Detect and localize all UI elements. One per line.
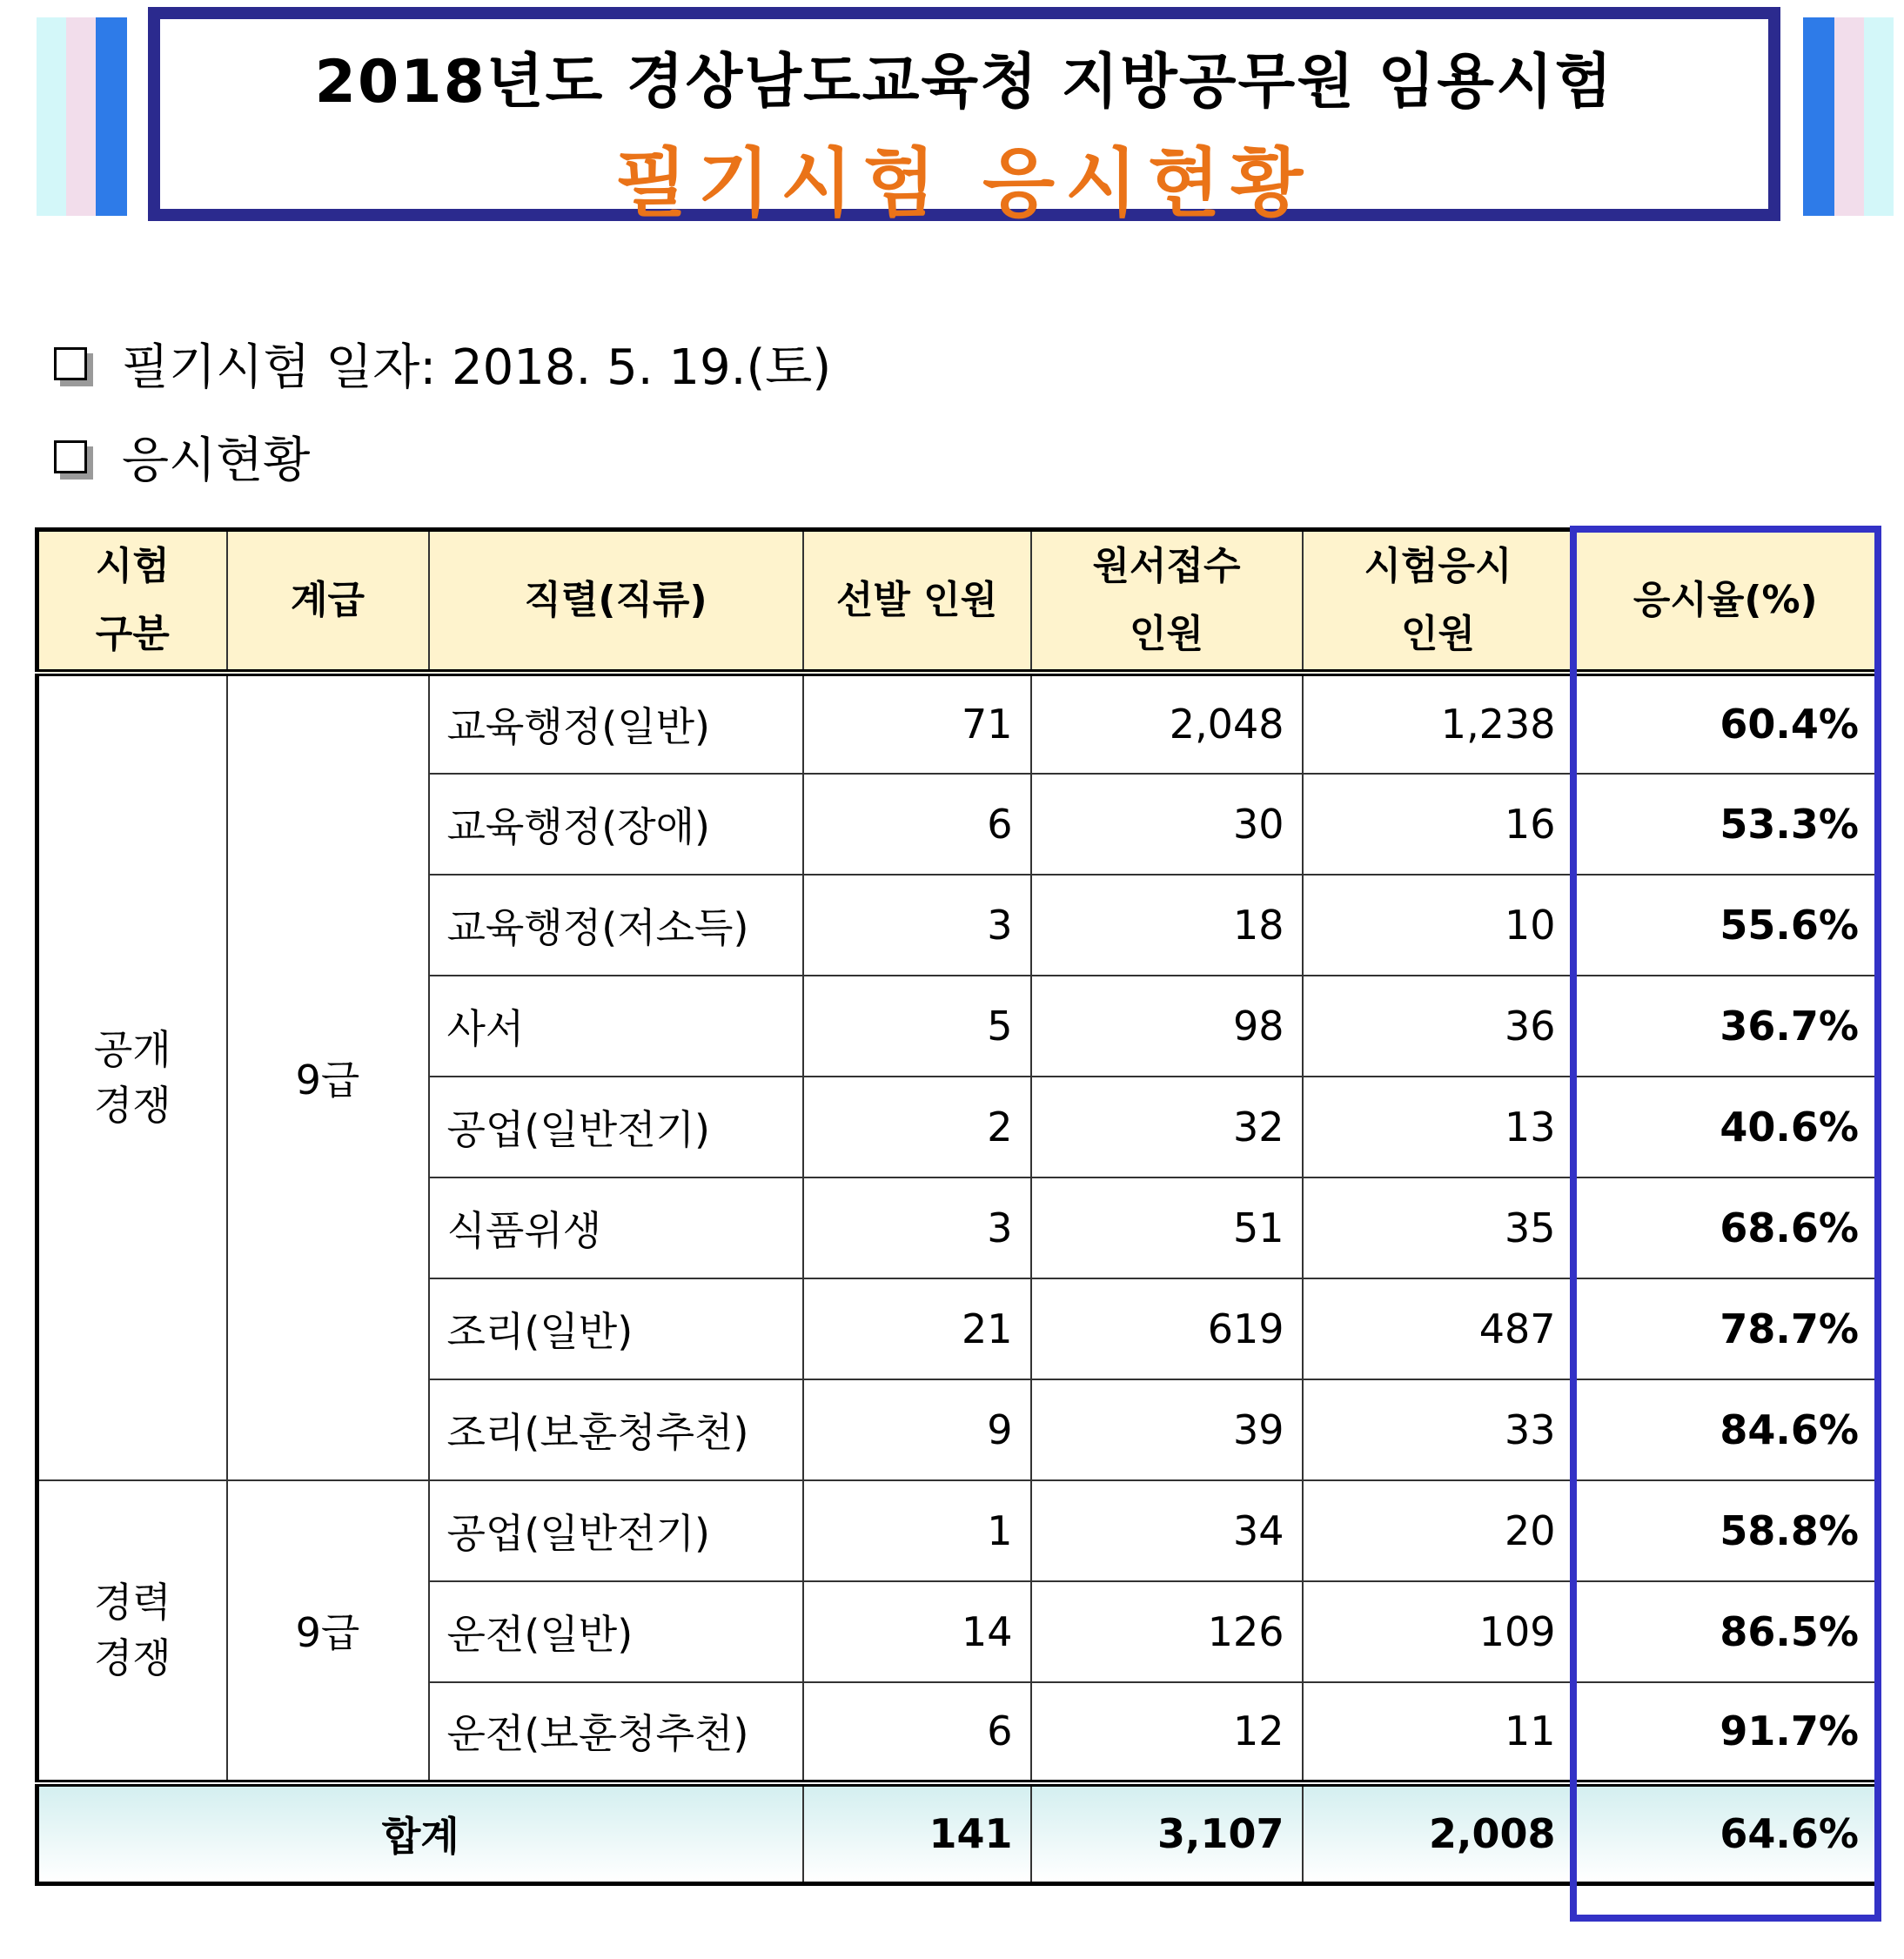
attended-cell: 109 bbox=[1303, 1581, 1574, 1682]
selection-cell: 71 bbox=[803, 673, 1031, 774]
bullet-exam-date bbox=[54, 329, 831, 399]
header-attended-line2: 인원 bbox=[1400, 611, 1475, 656]
attended-cell: 487 bbox=[1303, 1278, 1574, 1379]
applied-cell: 98 bbox=[1031, 976, 1303, 1077]
header-selection: 선발 인원 bbox=[803, 530, 1031, 673]
table-row bbox=[37, 1480, 1879, 1581]
job-cell: 조리(보훈청추천) bbox=[429, 1379, 803, 1480]
group-career-line1: 경력 bbox=[93, 1579, 171, 1626]
job-cell: 조리(일반) bbox=[429, 1278, 803, 1379]
grade-career: 9급 bbox=[227, 1480, 429, 1783]
page-subtitle: 필기시험 응시현황 bbox=[614, 140, 1314, 227]
selection-cell: 3 bbox=[803, 875, 1031, 976]
header-rate: 응시율(%) bbox=[1574, 530, 1879, 673]
selection-cell: 3 bbox=[803, 1177, 1031, 1278]
rate-cell: 58.8% bbox=[1574, 1480, 1879, 1581]
attended-cell: 11 bbox=[1303, 1682, 1574, 1783]
rate-cell: 68.6% bbox=[1574, 1177, 1879, 1278]
selection-cell: 14 bbox=[803, 1581, 1031, 1682]
total-selection: 141 bbox=[803, 1783, 1031, 1884]
attended-cell: 35 bbox=[1303, 1177, 1574, 1278]
rate-cell: 86.5% bbox=[1574, 1581, 1879, 1682]
rate-cell: 40.6% bbox=[1574, 1077, 1879, 1177]
job-cell: 공업(일반전기) bbox=[429, 1480, 803, 1581]
job-cell: 교육행정(일반) bbox=[429, 673, 803, 774]
rate-cell: 84.6% bbox=[1574, 1379, 1879, 1480]
header-exam-type-line1: 시험 bbox=[95, 543, 170, 588]
attended-cell: 20 bbox=[1303, 1480, 1574, 1581]
header-applied bbox=[1031, 530, 1303, 673]
job-cell: 사서 bbox=[429, 976, 803, 1077]
job-cell: 교육행정(저소득) bbox=[429, 875, 803, 976]
right-decoration bbox=[1803, 17, 1897, 216]
rate-cell: 91.7% bbox=[1574, 1682, 1879, 1783]
job-cell: 운전(일반) bbox=[429, 1581, 803, 1682]
header-attended bbox=[1303, 530, 1574, 673]
applied-cell: 30 bbox=[1031, 774, 1303, 875]
rate-cell: 78.7% bbox=[1574, 1278, 1879, 1379]
job-cell: 공업(일반전기) bbox=[429, 1077, 803, 1177]
selection-cell: 5 bbox=[803, 976, 1031, 1077]
checkbox-icon bbox=[54, 347, 87, 380]
checkbox-icon bbox=[54, 440, 87, 473]
total-row bbox=[37, 1783, 1879, 1884]
selection-cell: 1 bbox=[803, 1480, 1031, 1581]
total-label: 합계 bbox=[37, 1783, 803, 1884]
total-applied: 3,107 bbox=[1031, 1783, 1303, 1884]
rate-cell: 36.7% bbox=[1574, 976, 1879, 1077]
attended-cell: 10 bbox=[1303, 875, 1574, 976]
header-exam-type-line2: 구분 bbox=[95, 611, 170, 656]
selection-cell: 6 bbox=[803, 774, 1031, 875]
header-attended-line1: 시험응시 bbox=[1364, 543, 1512, 588]
attended-cell: 16 bbox=[1303, 774, 1574, 875]
applied-cell: 18 bbox=[1031, 875, 1303, 976]
attended-cell: 33 bbox=[1303, 1379, 1574, 1480]
status-heading: 응시현황 bbox=[122, 433, 311, 489]
group-public-line1: 공개 bbox=[93, 1026, 171, 1073]
attended-cell: 1,238 bbox=[1303, 673, 1574, 774]
rate-cell: 53.3% bbox=[1574, 774, 1879, 875]
selection-cell: 6 bbox=[803, 1682, 1031, 1783]
applied-cell: 51 bbox=[1031, 1177, 1303, 1278]
job-cell: 운전(보훈청추천) bbox=[429, 1682, 803, 1783]
applied-cell: 619 bbox=[1031, 1278, 1303, 1379]
group-career bbox=[37, 1480, 227, 1783]
bullet-status bbox=[54, 422, 310, 492]
applied-cell: 2,048 bbox=[1031, 673, 1303, 774]
page-title: 2018년도 경상남도교육청 지방공무원 임용시험 bbox=[314, 48, 1614, 117]
job-cell: 식품위생 bbox=[429, 1177, 803, 1278]
header-grade: 계급 bbox=[227, 530, 429, 673]
applied-cell: 32 bbox=[1031, 1077, 1303, 1177]
header-job: 직렬(직류) bbox=[429, 530, 803, 673]
table-row bbox=[37, 673, 1879, 774]
job-cell: 교육행정(장애) bbox=[429, 774, 803, 875]
applied-cell: 34 bbox=[1031, 1480, 1303, 1581]
total-rate: 64.6% bbox=[1574, 1783, 1879, 1884]
selection-cell: 21 bbox=[803, 1278, 1031, 1379]
header-exam-type bbox=[37, 530, 227, 673]
group-public bbox=[37, 673, 227, 1480]
grade-public: 9급 bbox=[227, 673, 429, 1480]
applied-cell: 126 bbox=[1031, 1581, 1303, 1682]
selection-cell: 2 bbox=[803, 1077, 1031, 1177]
table-header-row bbox=[37, 530, 1879, 673]
title-box bbox=[148, 7, 1780, 227]
attended-cell: 13 bbox=[1303, 1077, 1574, 1177]
total-attended: 2,008 bbox=[1303, 1783, 1574, 1884]
rate-cell: 55.6% bbox=[1574, 875, 1879, 976]
exam-date-text: 필기시험 일자: 2018. 5. 19.(토) bbox=[122, 339, 832, 396]
header-applied-line1: 원서접수 bbox=[1092, 543, 1241, 588]
group-career-line2: 경쟁 bbox=[93, 1634, 171, 1681]
exam-status-table bbox=[35, 527, 1881, 1886]
applied-cell: 39 bbox=[1031, 1379, 1303, 1480]
header-applied-line2: 인원 bbox=[1129, 611, 1203, 656]
attended-cell: 36 bbox=[1303, 976, 1574, 1077]
selection-cell: 9 bbox=[803, 1379, 1031, 1480]
applied-cell: 12 bbox=[1031, 1682, 1303, 1783]
left-decoration bbox=[37, 17, 131, 216]
rate-cell: 60.4% bbox=[1574, 673, 1879, 774]
group-public-line2: 경쟁 bbox=[93, 1082, 171, 1129]
